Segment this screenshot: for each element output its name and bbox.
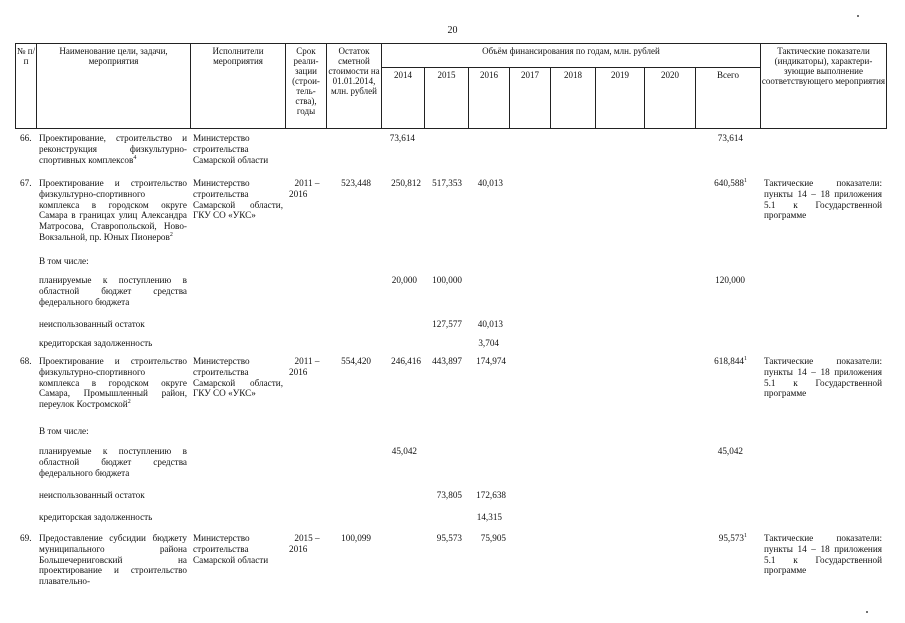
row-name: кредиторская задолженность [39, 338, 153, 348]
row-indicator: Тактические показатели: пункты 14 – 18 приложения 5.1 к Государственной программе [764, 533, 882, 576]
row-indicator: Тактические показатели: пункты 14 – 18 приложения 5.1 к Государственной программе [764, 356, 882, 399]
value-2014: 73,614 [389, 133, 415, 143]
row-executor: Министерство строительства Самарской области [193, 533, 269, 565]
value-2014: 250,812 [391, 178, 421, 188]
row-name: планируемые к поступлению в областной бюджет средства федерального бюджета [39, 275, 187, 307]
value-2014: 45,042 [391, 446, 417, 456]
header-indicators: Тактические показатели (индикаторы), характери- зующие выполнение соответствующего мероприятия [760, 43, 887, 129]
row-name: неиспользованный остаток [39, 319, 145, 329]
row-term: 2011 – 2016 [289, 178, 320, 199]
page-number: 20 [447, 25, 458, 36]
value-total: 618,844$^1$ [714, 355, 747, 366]
header-year-2019: 2019 [595, 67, 645, 129]
header-year-2015: 2015 [424, 67, 469, 129]
value-total: 640,588$^1$ [714, 177, 747, 188]
header-term: Срок реали- зации (строи- тель- ства), годы [285, 43, 327, 129]
row-balance: 100,099 [341, 533, 371, 543]
value-total: 73,614 [717, 133, 743, 143]
subheading-including: В том числе: [39, 256, 89, 266]
value-2015: 443,897 [432, 356, 462, 366]
row-name: планируемые к поступлению в областной бюджет средства федерального бюджета [39, 446, 187, 478]
value-2016: 40,013 [477, 319, 503, 329]
header-year-2014: 2014 [381, 67, 425, 129]
header-year-2017: 2017 [509, 67, 551, 129]
subheading-including: В том числе: [39, 426, 89, 436]
value-2015: 100,000 [432, 275, 462, 285]
value-2016: 40,013 [477, 178, 503, 188]
header-name: Наименование цели, задачи, мероприятия [36, 43, 191, 129]
value-2015: 73,805 [436, 490, 462, 500]
header-executors: Исполнители мероприятия [190, 43, 286, 129]
value-2015: 127,577 [432, 319, 462, 329]
row-name: Проектирование, строительство и реконструкция физкультурно-спортивных комплексов$^4$ [39, 133, 187, 165]
row-name: Проектирование и строительство физкультурно-спортивного комплекса в городском округе Самара в границах улиц Александра Матросова, Ставропольской, Ново-Вокзальной, пр. Юных Пионеров$^2$ [39, 178, 187, 242]
row-name: Предоставление субсидии бюджету муниципального района Большечерниговский на проектирование и строительство плавательно- [39, 533, 187, 587]
row-balance: 523,448 [341, 178, 371, 188]
value-2016: 174,974 [476, 356, 506, 366]
value-total: 120,000 [715, 275, 745, 285]
row-balance: 554,420 [341, 356, 371, 366]
row-name: кредиторская задолженность [39, 512, 153, 522]
header-total: Всего [695, 67, 761, 129]
header-year-2016: 2016 [468, 67, 510, 129]
value-2014: 246,416 [391, 356, 421, 366]
value-2016: 172,638 [476, 490, 506, 500]
row-name: неиспользованный остаток [39, 490, 145, 500]
header-balance: Остаток сметной стоимости на 01.01.2014, млн. рублей [326, 43, 382, 129]
header-funding: Объём финансирования по годам, млн. рублей [381, 43, 761, 68]
value-2015: 517,353 [432, 178, 462, 188]
row-indicator: Тактические показатели: пункты 14 – 18 приложения 5.1 к Государственной программе [764, 178, 882, 221]
value-total: 95,573$^1$ [718, 532, 747, 543]
header-year-2020: 2020 [644, 67, 696, 129]
row-number: 67. [20, 178, 32, 188]
row-number: 69. [20, 533, 32, 543]
row-term: 2015 – 2016 [289, 533, 320, 554]
value-total: 45,042 [717, 446, 743, 456]
row-name: Проектирование и строительство физкультурно-спортивного комплекса в городском округе Самара, Промышленный район, переулок Костромской$^2$ [39, 356, 187, 410]
value-2014: 20,000 [391, 275, 417, 285]
header-year-2018: 2018 [550, 67, 596, 129]
value-2016: 14,315 [476, 512, 502, 522]
value-2016: 3,704 [478, 338, 499, 348]
row-executor: Министерство строительства Самарской области, ГКУ СО «УКС» [193, 178, 283, 221]
value-2016: 75,905 [480, 533, 506, 543]
header-num: № п/п [15, 43, 37, 129]
row-term: 2011 – 2016 [289, 356, 320, 377]
row-executor: Министерство строительства Самарской области, ГКУ СО «УКС» [193, 356, 283, 399]
scan-speck [866, 611, 868, 613]
row-number: 66. [20, 133, 32, 143]
row-executor: Министерство строительства Самарской области [193, 133, 269, 165]
row-number: 68. [20, 356, 32, 366]
scan-speck [857, 15, 859, 17]
value-2015: 95,573 [436, 533, 462, 543]
